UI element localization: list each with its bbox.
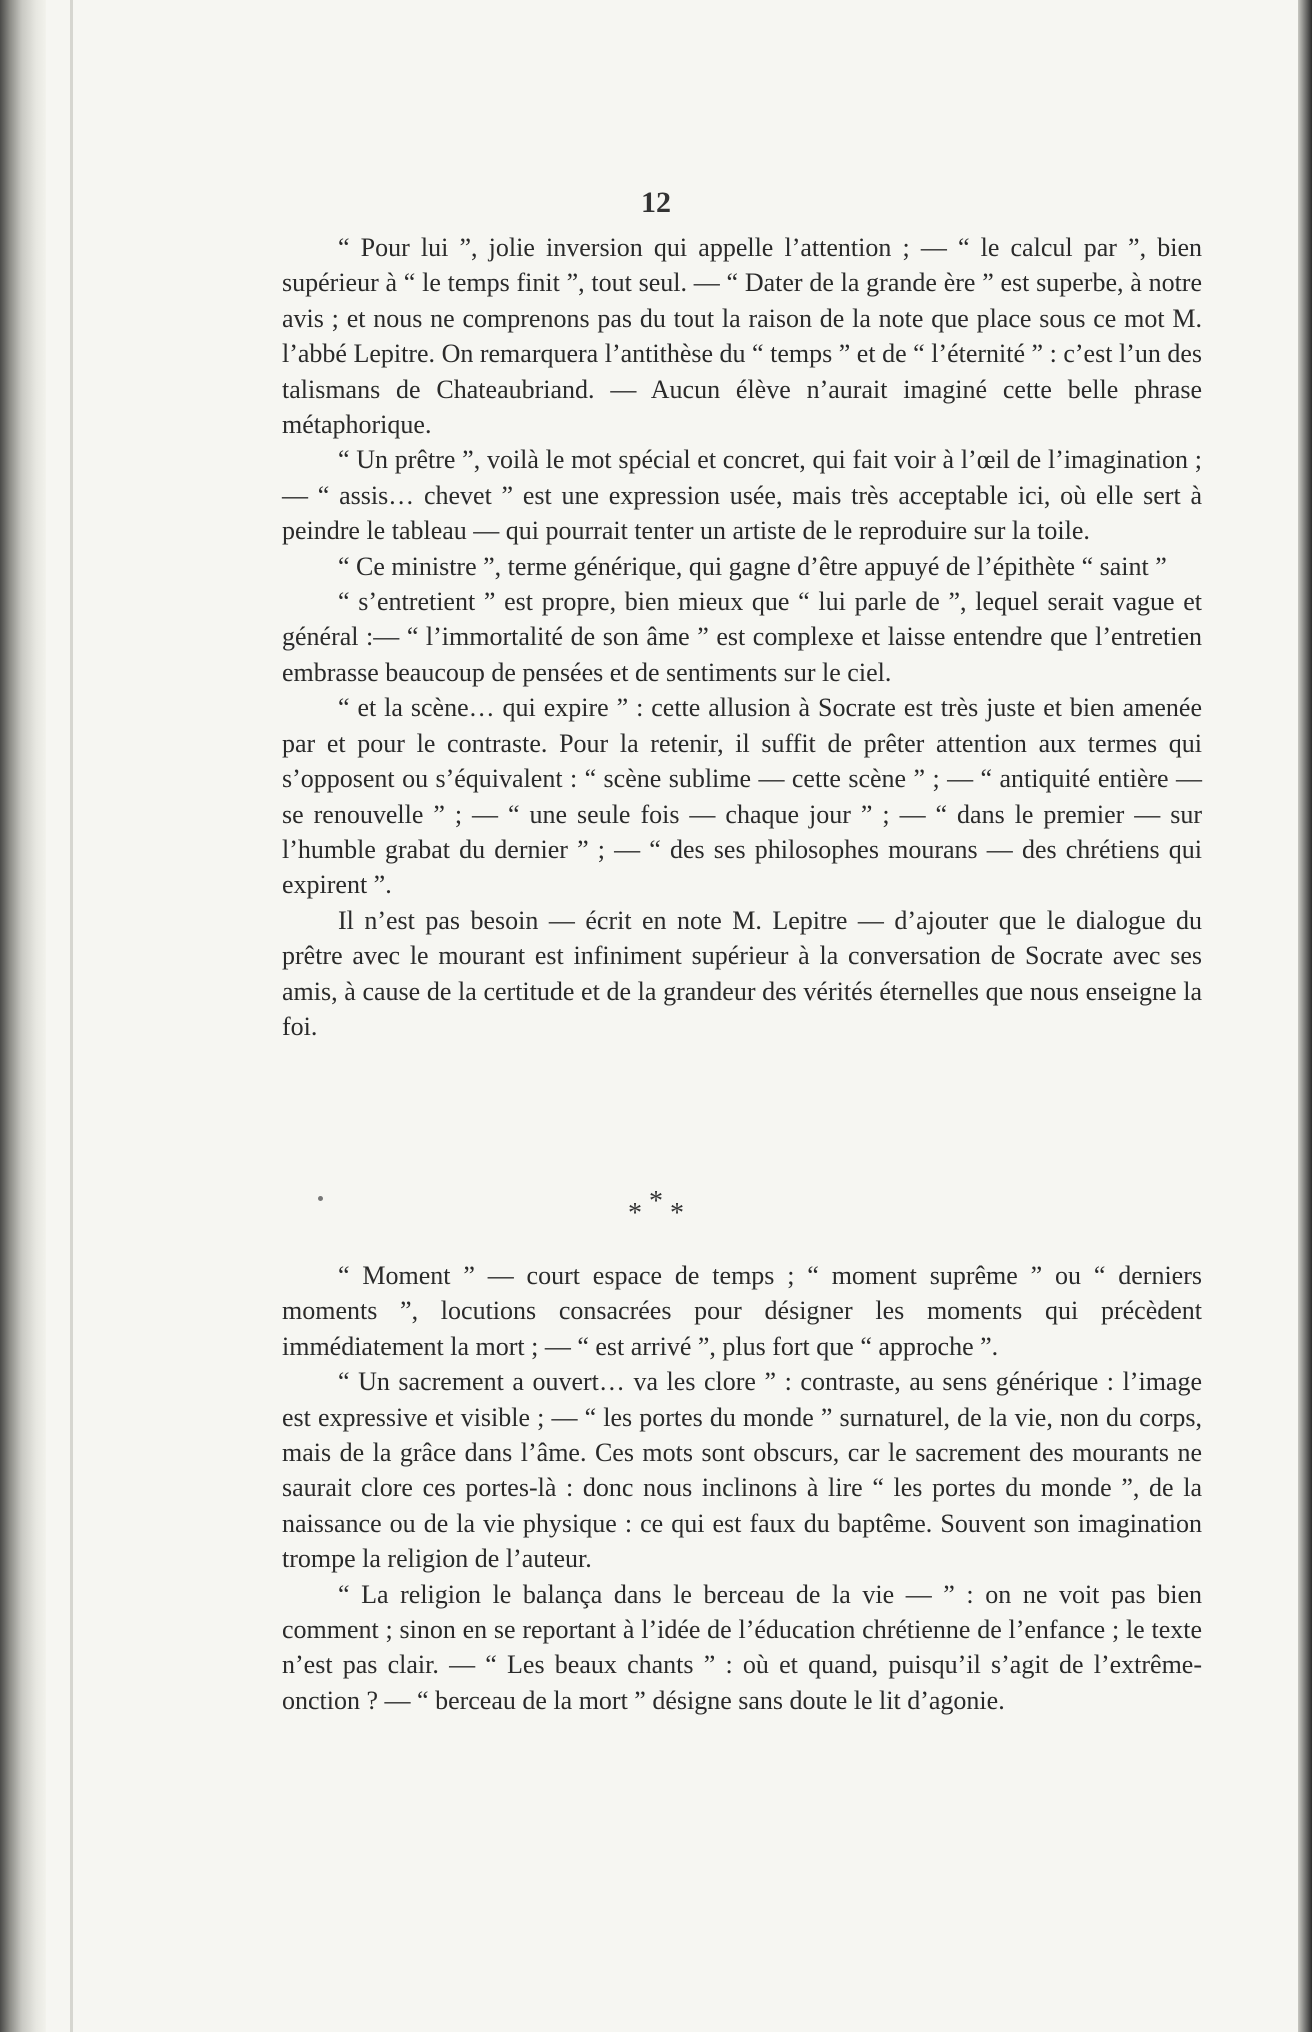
paragraph: “ s’entretient ” est propre, bien mieux que “ lui parle de ”, lequel serait vague et général :— “ l’immortalité de son âme ” est complexe et laisse entendre que l’entretien embrasse beaucoup de pensées et de sentiments sur le ciel. <box>282 587 1202 687</box>
paragraph: Il n’est pas besoin — écrit en note M. Lepitre — d’ajouter que le dialogue du prêtre avec le mourant est infiniment supérieur à la conversation de Socrate avec ses amis, à cause de la certitude et de la grandeur des vérités éternelles que nous enseigne la foi. <box>282 905 1202 1041</box>
paragraph: “ et la scène… qui expire ” : cette allusion à Socrate est très juste et bien amenée par et pour le contraste. Pour la retenir, il suffit de prêter attention aux termes qui s’opposent ou s’équivalent : “ scène sublime — cette scène ” ; — “ antiquité entière — se renouvelle ” ; — “ une seule fois — chaque jour ” ; — “ dans le premier — sur l’humble grabat du dernier ” ; — “ des ses philosophes mourans — des chrétiens qui expirent ”. <box>282 693 1202 900</box>
page-number: 12 <box>641 186 671 219</box>
book-binding-shadow <box>0 0 46 2032</box>
paragraph: “ Un prêtre ”, voilà le mot spécial et concret, qui fait voir à l’œil de l’imagination ; — “ assis… chevet ” est une expression usée, mais très acceptable ici, où elle sert à peindre le tableau — qui pourrait tenter un artiste de le reproduire sur la toile. <box>282 445 1202 546</box>
paragraph: “ Ce ministre ”, terme générique, qui gagne d’être appuyé de l’épithète “ saint ” <box>338 551 1167 581</box>
commentary-section-2 <box>282 1258 1202 1718</box>
asterism-star: * <box>649 1186 663 1217</box>
gutter-line <box>70 0 73 2032</box>
paragraph: “ Un sacrement a ouvert… va les clore ” : contraste, au sens générique : l’image est expressive et visible ; — “ les portes du monde ” surnaturel, de la vie, non du corps, mais de la grâce dans l’âme. Ces mots sont obscurs, car le sacrement des mourants ne saurait clore ces portes-là : donc nous inclinons à lire “ les portes du monde ”, de la naissance ou de la vie physique : ce qui est faux du baptême. Souvent son imagination trompe la religion de l’auteur. <box>282 1367 1202 1574</box>
page-right-edge <box>1298 0 1312 2032</box>
paragraph: “ Moment ” — court espace de temps ; “ moment suprême ” ou “ derniers moments ”, locutions consacrées pour désigner les moments qui précèdent immédiatement la mort ; — “ est arrivé ”, plus fort que “ approche ”. <box>282 1261 1202 1361</box>
paragraph: “ Pour lui ”, jolie inversion qui appelle l’attention ; — “ le calcul par ”, bien supérieur à “ le temps finit ”, tout seul. — “ Dater de la grande ère ” est superbe, à notre avis ; et nous ne comprenons pas du tout la raison de la note que place sous ce mot M. l’abbé Lepitre. On remarquera l’antithèse du “ temps ” et de “ l’éternité ” : c’est l’un des talismans de Chateaubriand. — Aucun élève n’aurait imaginé cette belle phrase métaphorique. <box>282 233 1202 440</box>
asterism-star: * <box>628 1198 642 1229</box>
asterism-star: * <box>670 1198 684 1229</box>
paragraph: “ La religion le balança dans le berceau de la vie — ” : on ne voit pas bien comment ; sinon en se reportant à l’idée de l’éducation chrétienne de l’enfance ; le texte n’est pas clair. — “ Les beaux chants ” : où et quand, puisqu’il s’agit de l’extrême-onction ? — “ berceau de la mort ” désigne sans doute le lit d’agonie. <box>282 1579 1202 1715</box>
section-separator-asterism <box>0 1186 1312 1229</box>
commentary-section-1 <box>282 230 1202 1044</box>
